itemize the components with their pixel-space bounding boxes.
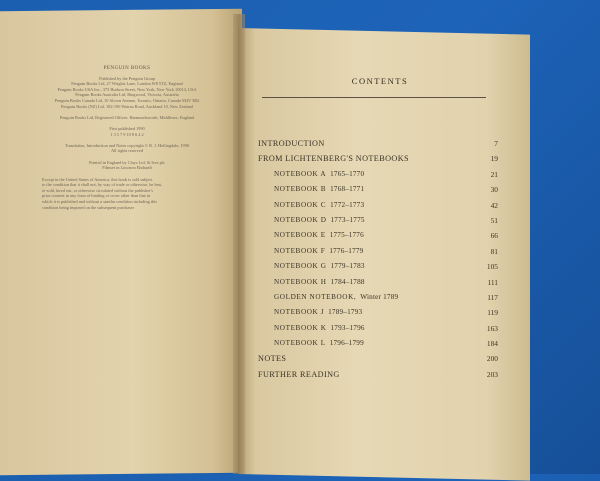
toc-entry-label bbox=[274, 305, 362, 320]
toc-entry-title: NOTEBOOK J bbox=[274, 308, 325, 317]
toc-entry bbox=[258, 305, 502, 320]
toc-entry-title: NOTEBOOK B bbox=[274, 185, 327, 194]
toc-entry-range: 1793–1796 bbox=[330, 323, 365, 332]
imprint-line: All rights reserved bbox=[111, 148, 143, 154]
toc-entry-label bbox=[274, 336, 364, 351]
toc-entry-label bbox=[274, 321, 365, 336]
toc-page-number: 119 bbox=[487, 308, 498, 318]
toc-entry-range: 1784–1788 bbox=[330, 277, 365, 286]
toc-entry-label bbox=[274, 244, 363, 259]
toc-entry-range: 1765–1770 bbox=[330, 169, 365, 178]
toc-page-number: 111 bbox=[487, 277, 498, 287]
toc-page-number: 66 bbox=[490, 231, 498, 241]
table-of-contents bbox=[258, 136, 502, 382]
toc-page-number: 7 bbox=[494, 139, 498, 148]
imprint-line: Published by the Penguin Group bbox=[99, 75, 155, 81]
imprint-line: Penguin Books Ltd, Registered Offices: Harmondsworth, Middlesex, England bbox=[59, 114, 195, 120]
contents-title: CONTENTS bbox=[351, 76, 409, 86]
toc-entry-range: 1773–1775 bbox=[330, 215, 365, 224]
imprint-line: First published 1990 bbox=[109, 125, 145, 131]
toc-page-number: 51 bbox=[490, 215, 498, 225]
imprint-lines bbox=[28, 76, 226, 171]
toc-entry-range: 1796–1799 bbox=[329, 339, 364, 348]
imprint-line: Penguin Books Ltd, 27 Wrights Lane, London W8 5TZ, England bbox=[71, 81, 183, 87]
toc-entry bbox=[258, 321, 502, 336]
toc-page-number: 184 bbox=[486, 339, 498, 349]
toc-entry-title: NOTEBOOK D bbox=[274, 215, 327, 224]
toc-entry-title: FROM LICHTENBERG'S NOTEBOOKS bbox=[258, 154, 409, 164]
condition-line: which it is published and without a similar condition including this bbox=[42, 199, 158, 205]
toc-entry-label bbox=[274, 275, 365, 290]
toc-entry bbox=[258, 259, 502, 274]
condition-line: prior consent in any form of binding or cover other than that in bbox=[42, 193, 151, 199]
toc-entry-range: 1775–1776 bbox=[329, 231, 364, 240]
toc-entry-range: 1768–1771 bbox=[330, 185, 365, 194]
toc-entry-label bbox=[274, 259, 365, 274]
toc-entry-label bbox=[274, 228, 364, 243]
condition-line: to the condition that it shall not, by way of trade or otherwise, be lent, bbox=[42, 182, 162, 188]
book-spine bbox=[233, 14, 245, 474]
toc-entry-range: 1789–1793 bbox=[328, 308, 363, 317]
condition-line: re-sold, hired out, or otherwise circulated without the publisher's bbox=[42, 187, 154, 193]
toc-entry-label bbox=[258, 151, 409, 166]
imprint-line: Penguin Books Australia Ltd, Ringwood, Victoria, Australia bbox=[75, 92, 179, 98]
toc-entry-title: GOLDEN NOTEBOOK, bbox=[274, 292, 357, 301]
toc-page-number: 105 bbox=[486, 262, 498, 272]
toc-entry bbox=[258, 213, 502, 228]
toc-entry-label bbox=[258, 136, 325, 151]
toc-entry-range: 1776–1779 bbox=[329, 246, 364, 255]
toc-entry-title: NOTES bbox=[258, 354, 287, 364]
imprint-line: Printed in England by Clays Ltd, St Ives plc bbox=[89, 159, 165, 165]
imprint-line: Filmset in Linotron Ehrhardt bbox=[102, 165, 152, 171]
toc-entry bbox=[258, 290, 502, 305]
toc-entry bbox=[258, 198, 502, 213]
toc-entry-title: NOTEBOOK L bbox=[274, 339, 326, 348]
toc-entry-title: NOTEBOOK G bbox=[274, 262, 327, 271]
toc-page-number: 203 bbox=[486, 369, 498, 379]
toc-page-number: 42 bbox=[490, 200, 498, 210]
toc-entry-title: NOTEBOOK E bbox=[274, 231, 326, 240]
toc-page-number: 30 bbox=[490, 185, 498, 195]
toc-page-number: 19 bbox=[490, 154, 498, 164]
toc-page-number: 163 bbox=[486, 323, 498, 333]
toc-entry bbox=[258, 151, 502, 166]
toc-page-number: 81 bbox=[490, 246, 498, 256]
toc-entry bbox=[258, 228, 502, 243]
toc-entry bbox=[258, 244, 502, 259]
toc-entry-range: 1779–1783 bbox=[330, 262, 365, 271]
toc-page-number: 200 bbox=[486, 354, 498, 364]
title-rule bbox=[262, 97, 486, 98]
imprint-page-text bbox=[28, 66, 226, 210]
toc-entry bbox=[258, 336, 502, 351]
toc-entry-title: NOTEBOOK C bbox=[274, 200, 327, 209]
toc-entry-label bbox=[274, 198, 364, 213]
imprint-line: Penguin Books (NZ) Ltd, 182-190 Wairau Road, Auckland 10, New Zealand bbox=[61, 103, 193, 109]
toc-entry-label bbox=[258, 351, 286, 366]
toc-entry-range: 1772–1773 bbox=[330, 200, 365, 209]
condition-line: Except in the United States of America, this book is sold subject bbox=[42, 176, 153, 182]
toc-entry bbox=[258, 182, 502, 197]
toc-entry bbox=[258, 136, 502, 151]
toc-entry-label bbox=[274, 290, 398, 305]
sale-conditions bbox=[28, 177, 226, 211]
toc-entry-range: Winter 1789 bbox=[360, 292, 399, 301]
imprint-line: Translation, Introduction and Notes copyright © R. J. Hollingdale, 1990 bbox=[64, 142, 189, 148]
toc-entry-title: NOTEBOOK A bbox=[274, 169, 327, 178]
toc-entry-title: NOTEBOOK F bbox=[274, 246, 326, 255]
toc-entry-title: INTRODUCTION bbox=[258, 139, 325, 148]
condition-line: condition being imposed on the subsequent purchaser bbox=[42, 204, 135, 210]
toc-entry-label bbox=[274, 213, 365, 228]
publisher-name: PENGUIN BOOKS bbox=[103, 65, 151, 71]
toc-entry bbox=[258, 275, 502, 290]
toc-entry bbox=[258, 167, 502, 182]
toc-entry-label bbox=[274, 182, 364, 197]
imprint-line: Penguin Books USA Inc., 375 Hudson Street, New York, New York 10014, USA bbox=[57, 86, 197, 92]
toc-entry-title: NOTEBOOK K bbox=[274, 323, 327, 332]
imprint-line: 1 3 5 7 9 10 8 6 4 2 bbox=[110, 131, 144, 137]
toc-entry-label bbox=[258, 367, 340, 382]
toc-page-number: 21 bbox=[490, 169, 498, 179]
toc-entry-label bbox=[274, 167, 364, 182]
contents-page bbox=[258, 76, 502, 382]
toc-entry bbox=[258, 351, 502, 366]
toc-page-number: 117 bbox=[487, 292, 498, 302]
imprint-line: Penguin Books Canada Ltd, 10 Alcorn Avenue, Toronto, Ontario, Canada M4V 3B2 bbox=[54, 97, 200, 103]
toc-entry-title: NOTEBOOK H bbox=[274, 277, 327, 286]
toc-entry bbox=[258, 367, 502, 382]
toc-entry-title: FURTHER READING bbox=[258, 369, 340, 379]
